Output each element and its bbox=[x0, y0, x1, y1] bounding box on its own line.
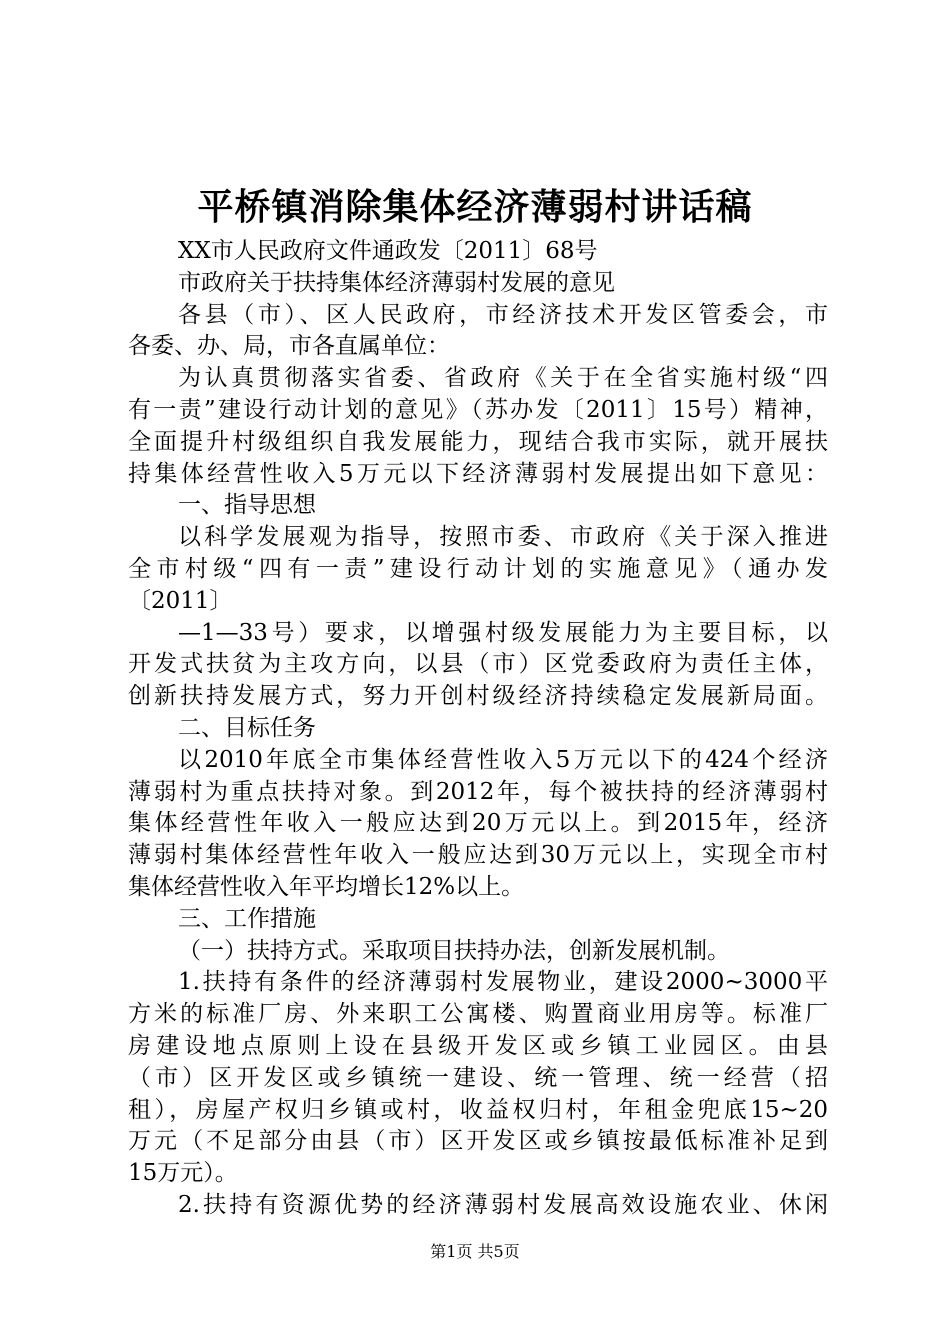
doc-line: 为认真贯彻落实省委、省政府《关于在全省实施村级“四 bbox=[178, 365, 828, 392]
doc-line: 以2010年底全市集体经营性收入5万元以下的424个经济 bbox=[178, 746, 828, 773]
document-body bbox=[128, 236, 828, 1222]
doc-line: 万元（不足部分由县（市）区开发区或乡镇按最低标准补足到 bbox=[128, 1128, 828, 1155]
doc-line: 集体经营性收入年平均增长12%以上。 bbox=[128, 873, 525, 900]
section-heading: 三、工作措施 bbox=[178, 905, 316, 932]
doc-line: 租），房屋产权归乡镇或村，收益权归村，年租金兜底15~20 bbox=[128, 1096, 828, 1123]
doc-line: —1—33号）要求，以增强村级发展能力为主要目标，以 bbox=[178, 619, 828, 646]
doc-line: （一）扶持方式。采取项目扶持办法，创新发展机制。 bbox=[178, 937, 730, 964]
doc-line: 薄弱村为重点扶持对象。到2012年，每个被扶持的经济薄弱村 bbox=[128, 778, 828, 805]
doc-line: 各委、办、局，市各直属单位： bbox=[128, 333, 450, 360]
doc-line: 〔2011〕 bbox=[128, 587, 233, 614]
doc-line: 2.扶持有资源优势的经济薄弱村发展高效设施农业、休闲 bbox=[178, 1191, 828, 1218]
doc-line: 创新扶持发展方式，努力开创村级经济持续稳定发展新局面。 bbox=[128, 683, 828, 710]
doc-line: 全面提升村级组织自我发展能力，现结合我市实际，就开展扶 bbox=[128, 428, 828, 455]
doc-line: 15万元）。 bbox=[128, 1160, 238, 1187]
doc-line: 方米的标准厂房、外来职工公寓楼、购置商业用房等。标准厂 bbox=[128, 1001, 828, 1028]
doc-line: 薄弱村集体经营性年收入一般应达到30万元以上，实现全市村 bbox=[128, 842, 828, 869]
doc-line: 房建设地点原则上设在县级开发区或乡镇工业园区。由县 bbox=[128, 1032, 828, 1059]
doc-line: 开发式扶贫为主攻方向，以县（市）区党委政府为责任主体， bbox=[128, 651, 828, 678]
doc-line: 有一责”建设行动计划的意见》（苏办发〔2011〕15号）精神， bbox=[128, 396, 828, 423]
doc-line: XX市人民政府文件通政发〔2011〕68号 bbox=[178, 238, 598, 264]
doc-line: 各县（市）、区人民政府，市经济技术开发区管委会，市 bbox=[178, 301, 828, 328]
doc-line: 全市村级“四有一责”建设行动计划的实施意见》（通办发 bbox=[128, 555, 828, 582]
doc-line: 集体经营性年收入一般应达到20万元以上。到2015年，经济 bbox=[128, 810, 828, 837]
section-heading: 一、指导思想 bbox=[178, 492, 316, 519]
doc-line: 以科学发展观为指导，按照市委、市政府《关于深入推进 bbox=[178, 524, 828, 551]
doc-line: （市）区开发区或乡镇统一建设、统一管理、统一经营（招 bbox=[128, 1064, 828, 1091]
doc-line: 持集体经营性收入5万元以下经济薄弱村发展提出如下意见： bbox=[128, 460, 828, 487]
page-footer: 第1页 共5页 bbox=[430, 1242, 520, 1261]
section-heading: 二、目标任务 bbox=[178, 714, 316, 741]
doc-line: 1.扶持有条件的经济薄弱村发展物业，建设2000~3000平 bbox=[178, 969, 828, 996]
doc-line: 市政府关于扶持集体经济薄弱村发展的意见 bbox=[178, 269, 615, 296]
document-title: 平桥镇消除集体经济薄弱村讲话稿 bbox=[197, 187, 753, 228]
